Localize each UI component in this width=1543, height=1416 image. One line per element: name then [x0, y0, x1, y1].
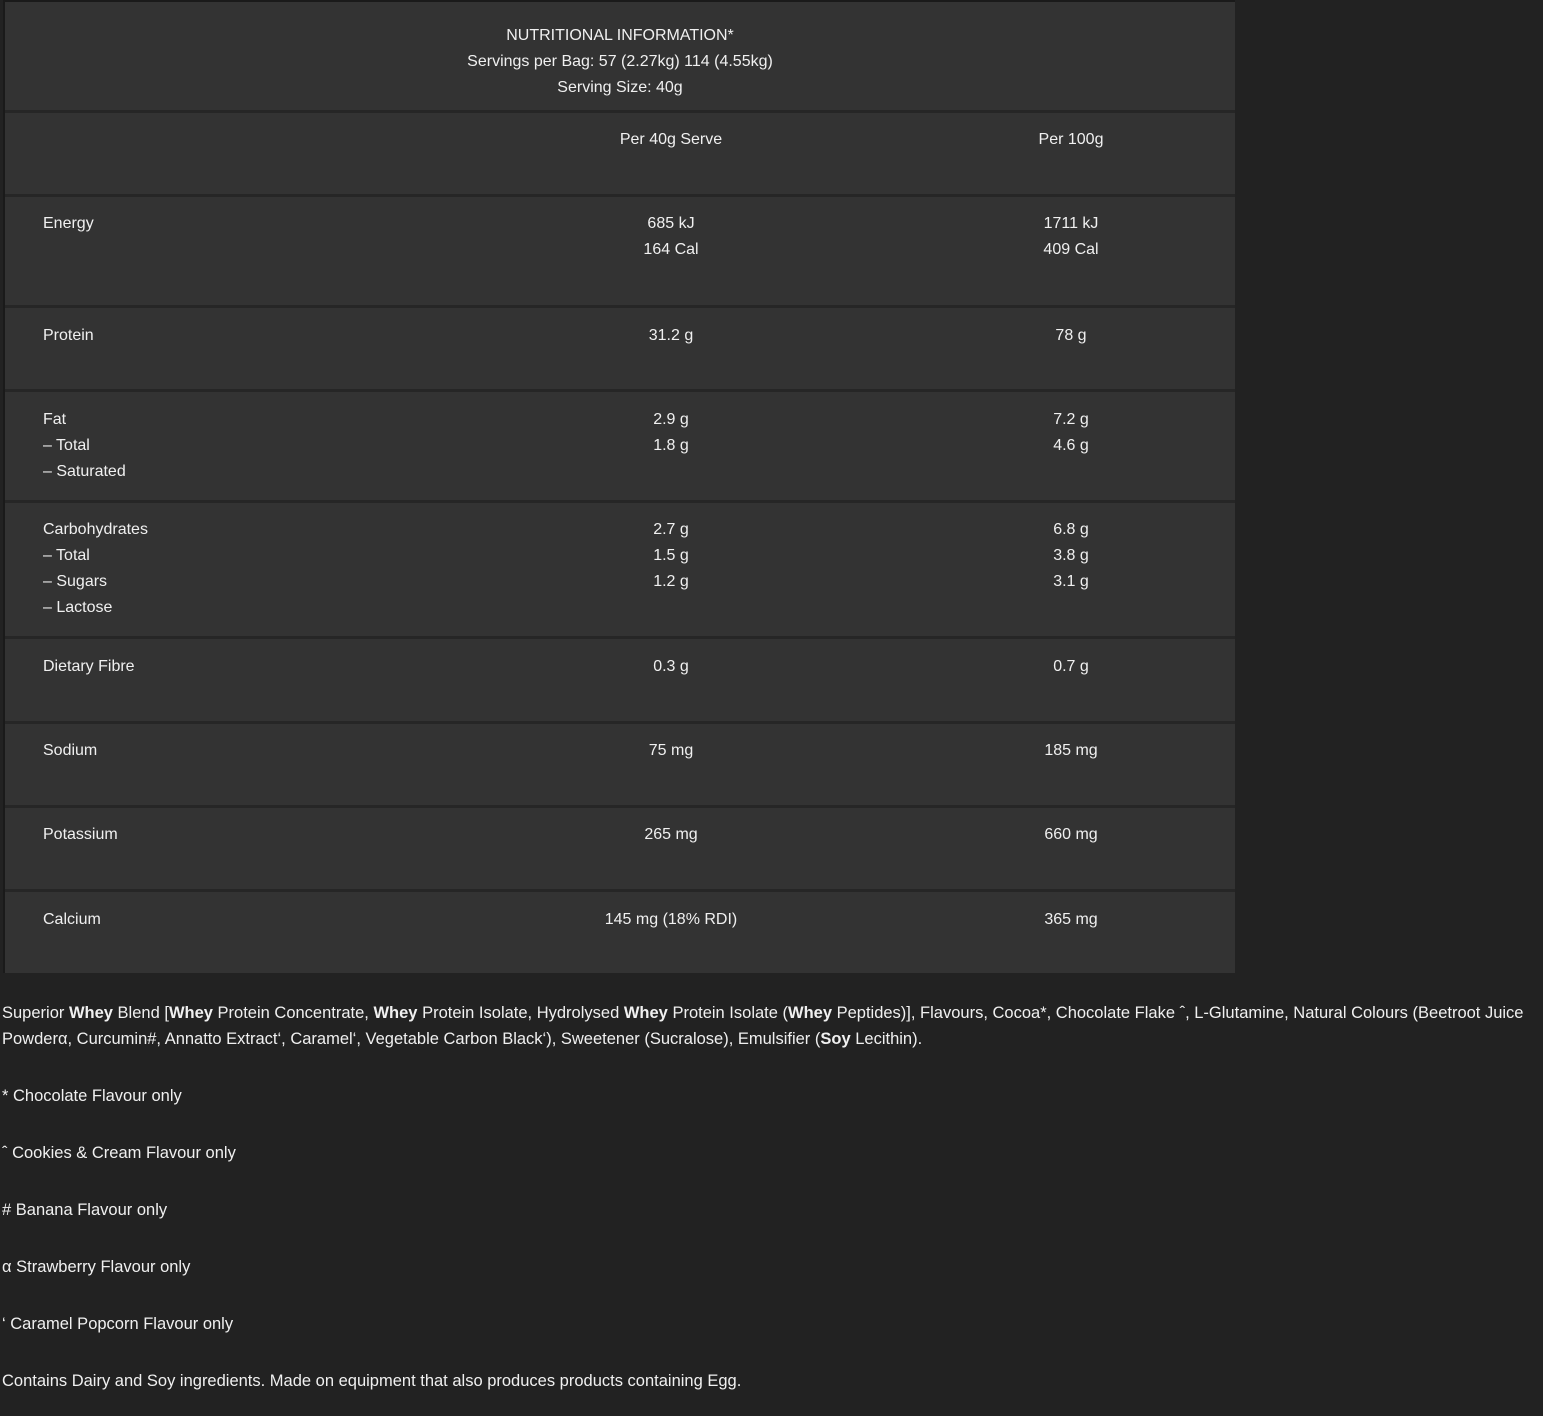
- footnote-caramel-popcorn: ‘ Caramel Popcorn Flavour only: [2, 1315, 234, 1333]
- row-per-100g: 365 mg: [1044, 911, 1098, 928]
- table-header: [5, 2, 1235, 101]
- ingredients-text: Superior Whey Blend [Whey Protein Concentrate, Whey Protein Isolate, Hydrolysed Whey Protein Isolate (Whey Peptides)], Flavours, Cocoa*, Chocolate Flake ˆ, L-Glutamine, Natural Colours (Beetroot Juice Powderα, Curcumin#, Annatto Extract‘, Caramel‘, Vegetable Carbon Black‘), Sweetener (Sucralose), Emulsifier (Soy Lecithin).: [2, 1004, 1524, 1048]
- nutrition-table: [3, 0, 1235, 973]
- row-per-serve: 2.9 g 1.8 g: [653, 411, 689, 454]
- row-label: Protein: [43, 327, 94, 344]
- row-per-100g: 185 mg: [1044, 742, 1098, 759]
- table-row: [5, 639, 1235, 724]
- footnote-strawberry: α Strawberry Flavour only: [2, 1258, 191, 1276]
- row-per-100g: 0.7 g: [1053, 658, 1089, 675]
- row-per-100g: 7.2 g 4.6 g: [1053, 411, 1089, 454]
- row-label: Energy: [43, 215, 94, 232]
- row-per-serve: 265 mg: [644, 826, 698, 843]
- row-label: Dietary Fibre: [43, 658, 135, 675]
- row-per-100g: 6.8 g 3.8 g 3.1 g: [1053, 521, 1089, 590]
- row-per-serve: 685 kJ 164 Cal: [643, 215, 699, 258]
- row-label: Calcium: [43, 911, 101, 928]
- table-row: [5, 308, 1235, 392]
- table-row: [5, 808, 1235, 892]
- footnote-cookies-cream: ˆ Cookies & Cream Flavour only: [2, 1144, 236, 1162]
- row-per-serve: 75 mg: [648, 742, 694, 759]
- allergen-statement: Contains Dairy and Soy ingredients. Made on equipment that also produces products containing Egg.: [2, 1372, 742, 1390]
- servings-per-bag: Servings per Bag: 57 (2.27kg) 114 (4.55kg): [467, 53, 773, 70]
- table-row: [5, 197, 1235, 308]
- row-per-serve: 31.2 g: [648, 327, 694, 344]
- row-per-100g: 1711 kJ 409 Cal: [1043, 215, 1099, 258]
- footnote-banana: # Banana Flavour only: [2, 1201, 168, 1219]
- row-label: Carbohydrates – Total – Sugars – Lactose: [43, 521, 148, 616]
- table-header-row: [5, 2, 1235, 113]
- table-title: NUTRITIONAL INFORMATION*: [506, 27, 734, 44]
- column-header-row: [5, 113, 1235, 197]
- row-per-100g: 660 mg: [1044, 826, 1098, 843]
- serving-size: Serving Size: 40g: [557, 79, 683, 96]
- row-label: Fat – Total – Saturated: [43, 411, 126, 480]
- column-header-per-100g: Per 100g: [1038, 131, 1104, 148]
- table-row: [5, 892, 1235, 975]
- footnote-chocolate: * Chocolate Flavour only: [2, 1087, 182, 1105]
- row-per-serve: 145 mg (18% RDI): [604, 911, 738, 928]
- table-row: [5, 503, 1235, 639]
- row-label: Sodium: [43, 742, 98, 759]
- row-label: Potassium: [43, 826, 118, 843]
- row-per-100g: 78 g: [1055, 327, 1087, 344]
- row-per-serve: 0.3 g: [653, 658, 689, 675]
- column-header-per-serve: Per 40g Serve: [619, 131, 723, 148]
- row-per-serve: 2.7 g 1.5 g 1.2 g: [653, 521, 689, 590]
- table-row: [5, 392, 1235, 503]
- table-row: [5, 724, 1235, 808]
